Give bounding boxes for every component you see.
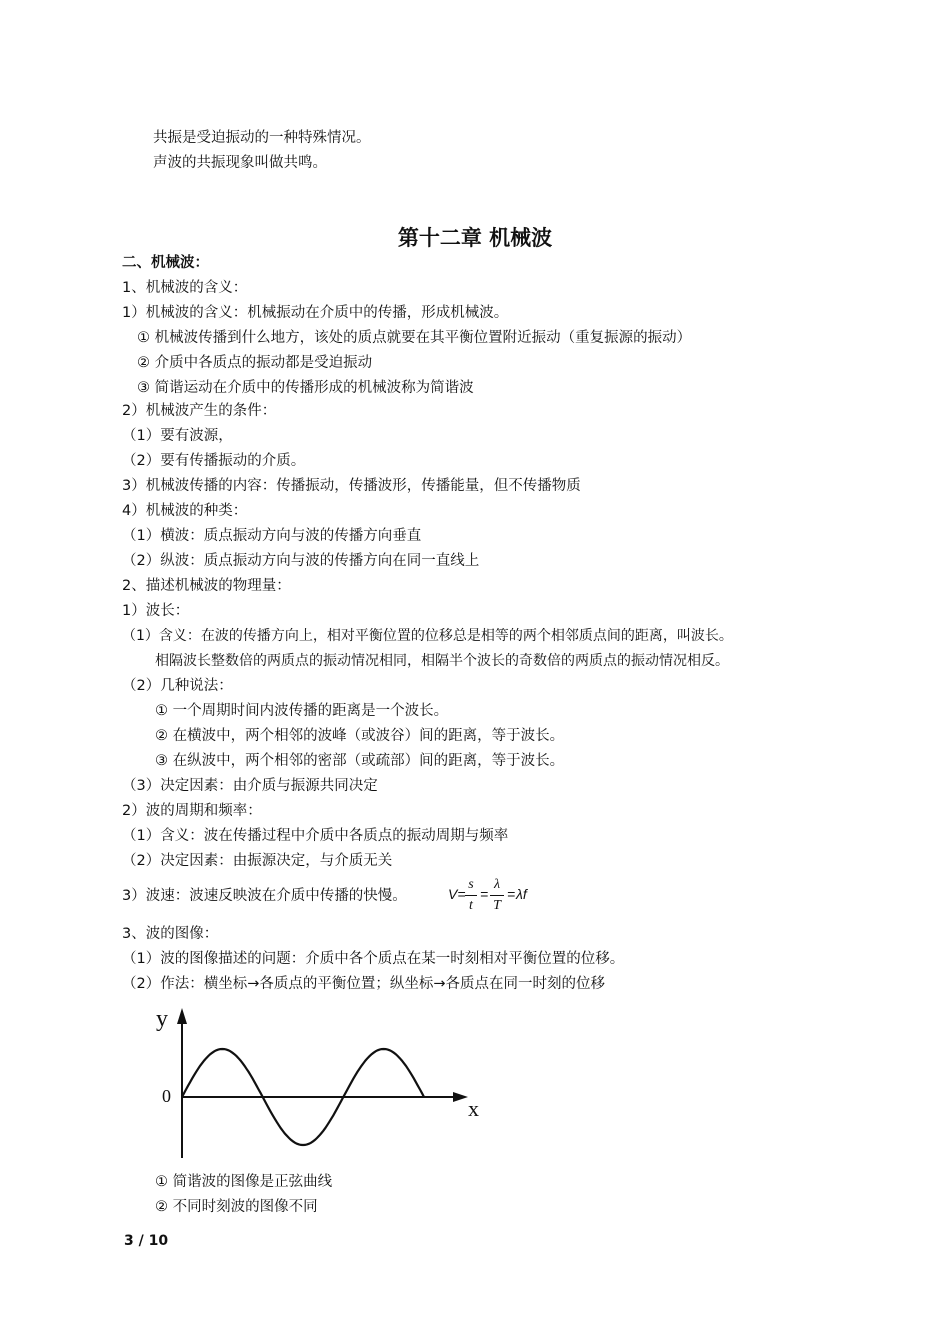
text-line: （2）几种说法： [122, 678, 233, 694]
fraction-numerator: λ [493, 877, 501, 892]
y-axis-label: y [156, 1006, 168, 1032]
text-line: 2）波的周期和频率： [122, 803, 262, 819]
chapter-title: 第十二章 机械波 [397, 226, 553, 250]
text-line: 4）机械波的种类： [122, 503, 248, 519]
fraction-lambda-over-T [490, 876, 504, 915]
text-line: 相隔波长整数倍的两质点的振动情况相同，相隔半个波长的奇数倍的两质点的振动情况相反。 [155, 653, 729, 669]
wave-speed-formula [448, 876, 568, 920]
formula-equals: = [507, 886, 516, 902]
page-number: 3 / 10 [124, 1233, 169, 1249]
note-line-1: ① 简谐波的图像是正弦曲线 [155, 1174, 333, 1190]
text-line: （1）含义：波在传播过程中介质中各质点的振动周期与频率 [122, 828, 509, 844]
text-line: 1）机械波的含义：机械振动在介质中的传播，形成机械波。 [122, 305, 509, 321]
section-heading: 二、机械波： [122, 255, 209, 271]
note-line-2: ② 不同时刻波的图像不同 [155, 1199, 318, 1215]
formula-v: V= [448, 886, 466, 902]
fraction-numerator: s [468, 877, 474, 892]
text-line: ① 机械波传播到什么地方，该处的质点就要在其平衡位置附近振动（重复振源的振动） [137, 330, 692, 346]
x-axis-label: x [468, 1096, 479, 1121]
fraction-s-over-t [465, 876, 477, 915]
origin-label: 0 [162, 1086, 171, 1106]
text-line: ① 一个周期时间内波传播的距离是一个波长。 [155, 703, 449, 719]
fraction-denominator: t [469, 898, 473, 913]
text-line: ③ 在纵波中，两个相邻的密部（或疏部）间的距离，等于波长。 [155, 753, 565, 769]
text-line: 2）机械波产生的条件： [122, 403, 277, 419]
text-line: 2、描述机械波的物理量： [122, 578, 291, 594]
text-line: ② 介质中各质点的振动都是受迫振动 [137, 355, 373, 371]
text-line: 3、波的图像： [122, 926, 219, 942]
text-line: 1、机械波的含义： [122, 280, 248, 296]
text-line: ③ 简谐运动在介质中的传播形成的机械波称为简谐波 [137, 380, 474, 396]
text-line: 1）波长： [122, 603, 190, 619]
text-line: （3）决定因素：由介质与振源共同决定 [122, 778, 378, 794]
y-axis-arrow [177, 1008, 187, 1024]
text-line: （1）横波：质点振动方向与波的传播方向垂直 [122, 528, 422, 544]
fraction-bar [490, 895, 504, 896]
text-line: （1）含义：在波的传播方向上，相对平衡位置的位移总是相等的两个相邻质点间的距离，叫波长。 [122, 628, 733, 644]
text-line: 3）波速：波速反映波在介质中传播的快慢。 [122, 888, 407, 904]
text-line: （1）要有波源， [122, 428, 233, 444]
wave-graph [150, 1000, 500, 1165]
text-line: （2）要有传播振动的介质。 [122, 453, 306, 469]
formula-equals: = [480, 886, 489, 902]
text-line: （2）决定因素：由振源决定，与介质无关 [122, 853, 393, 869]
text-line: 3）机械波传播的内容：传播振动，传播波形，传播能量，但不传播物质 [122, 478, 581, 494]
intro-line-1: 共振是受迫振动的一种特殊情况。 [153, 130, 371, 146]
formula-lambda-f: λf [516, 886, 527, 902]
text-line: ② 在横波中，两个相邻的波峰（或波谷）间的距离，等于波长。 [155, 728, 565, 744]
text-line: （2）纵波：质点振动方向与波的传播方向在同一直线上 [122, 553, 480, 569]
fraction-denominator: T [493, 898, 501, 913]
text-line: （2）作法：横坐标→各质点的平衡位置；纵坐标→各质点在同一时刻的位移 [122, 976, 606, 992]
x-axis-arrow [453, 1092, 468, 1102]
text-line: （1）波的图像描述的问题：介质中各个质点在某一时刻相对平衡位置的位移。 [122, 951, 625, 967]
fraction-bar [465, 895, 477, 896]
intro-line-2: 声波的共振现象叫做共鸣。 [153, 155, 327, 171]
